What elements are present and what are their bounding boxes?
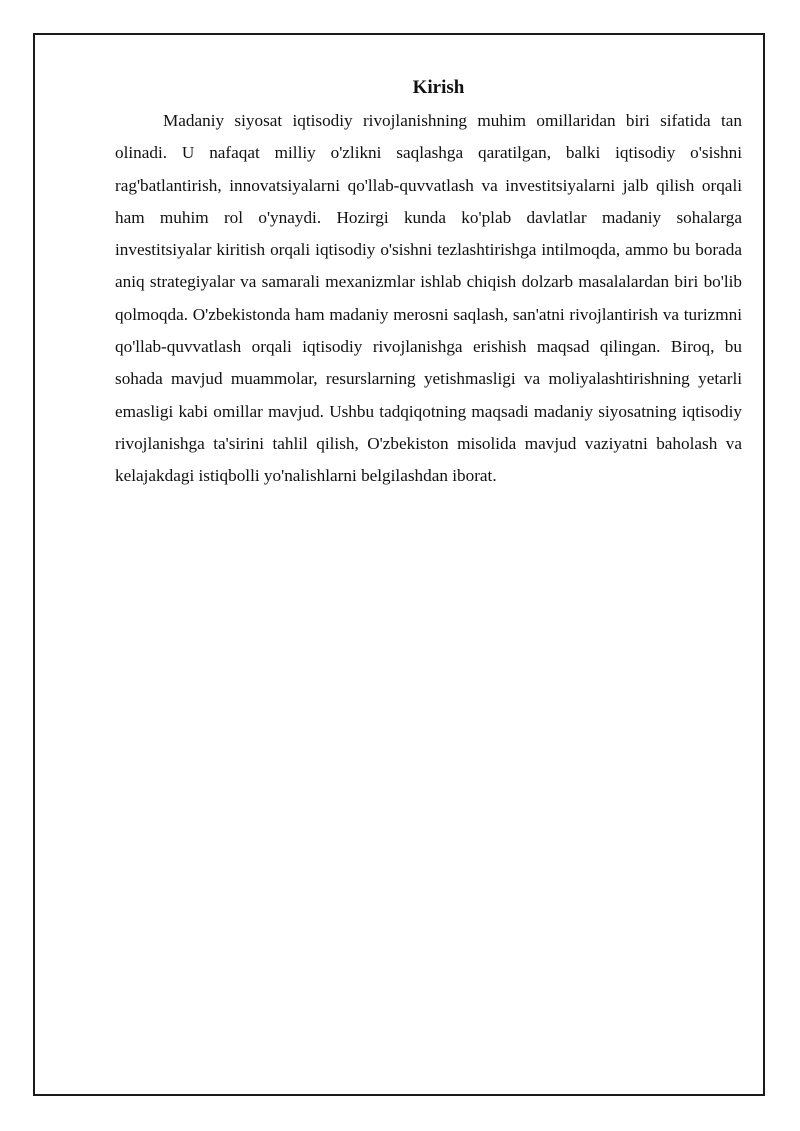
- section-title: Kirish: [412, 77, 465, 98]
- intro-paragraph: Madaniy siyosat iqtisodiy rivojlanishning muhim omillaridan biri sifatida tan olinadi. U nafaqat milliy o'zlikni saqlashga qaratilgan, balki iqtisodiy o'sishni rag'batlantirish, innovatsiyalarni qo'llab-quvvatlash va investitsiyalarni jalb qilish orqali ham muhim rol o'ynaydi. Hozirgi kunda ko'plab davlatlar madaniy sohalarga investitsiyalar kiritish orqali iqtisodiy o'sishni tezlashtirishga intilmoqda, ammo bu borada aniq strategiyalar va samarali mexanizmlar ishlab chiqish dolzarb masalalardan biri bo'lib qolmoqda. O'zbekistonda ham madaniy merosni saqlash, san'atni rivojlantirish va turizmni qo'llab-quvvatlash orqali iqtisodiy rivojlanishga erishish maqsad qilingan. Biroq, bu sohada mavjud muammolar, resurslarning yetishmasligi va moliyalashtirishning yetarli emasligi kabi omillar mavjud. Ushbu tadqiqotning maqsadi madaniy siyosatning iqtisodiy rivojlanishga ta'sirini tahlil qilish, O'zbekiston misolida mavjud vaziyatni baholash va kelajakdagi istiqbolli yo'nalishlarni belgilashdan iborat.: [115, 111, 742, 486]
- document-body: [115, 75, 742, 493]
